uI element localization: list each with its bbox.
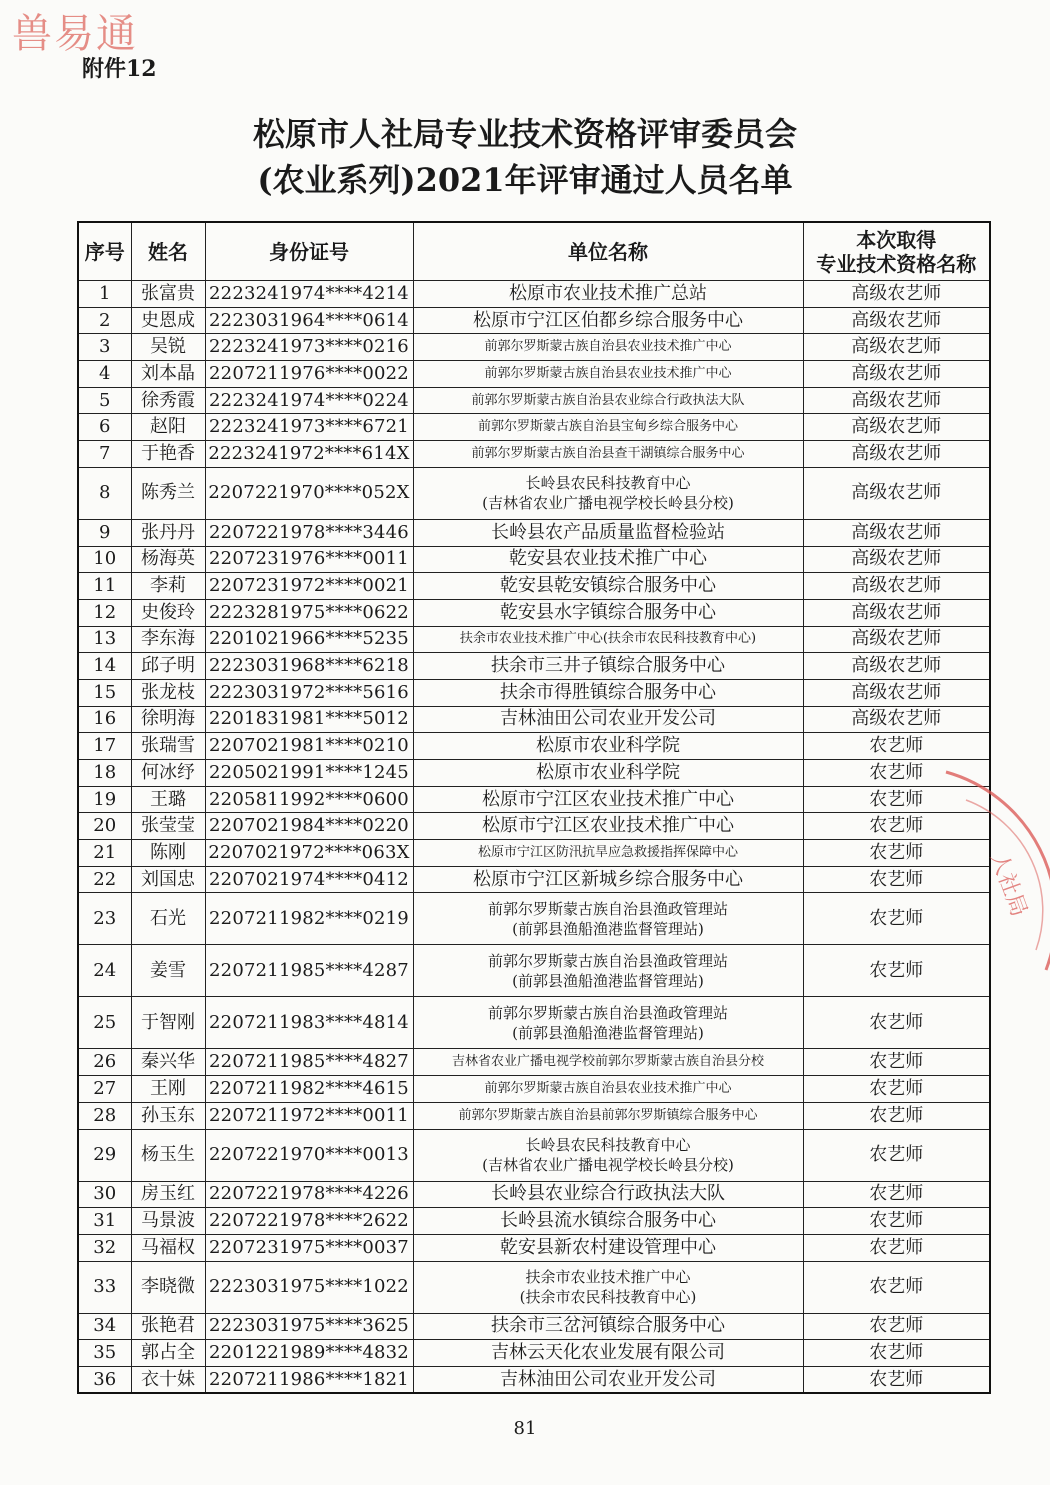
table-row [78,893,990,945]
cell-unit-line: 前郭尔罗斯蒙古族自治县渔政管理站 [487,1003,728,1022]
cell-no: 18 [78,760,131,787]
cell-no: 27 [78,1076,131,1103]
table-row [78,1313,990,1340]
header-no: 序号 [78,222,131,281]
cell-id: 2207221970****0013 [205,1129,413,1181]
cell-name: 衣十妹 [131,1366,205,1393]
cell-unit [413,467,803,519]
cell-unit: 松原市宁江区农业技术推广中心 [413,813,803,840]
cell-name: 张龙枝 [131,679,205,706]
cell-qualification: 农艺师 [803,786,990,813]
cell-id: 2207211986****1821 [205,1366,413,1393]
cell-id: 2207211983****4814 [205,997,413,1049]
cell-name: 史恩成 [131,307,205,334]
cell-qualification: 高级农艺师 [803,307,990,334]
cell-no: 5 [78,387,131,414]
table-row [78,1049,990,1076]
cell-name: 徐秀霞 [131,387,205,414]
cell-unit-line: (扶余市农民科技教育中心) [519,1288,697,1307]
cell-unit: 吉林油田公司农业开发公司 [413,1366,803,1393]
table-row [78,573,990,600]
table-row [78,733,990,760]
cell-unit: 长岭县流水镇综合服务中心 [413,1208,803,1235]
cell-no: 29 [78,1129,131,1181]
table-row [78,467,990,519]
cell-qualification: 农艺师 [803,866,990,893]
cell-no: 21 [78,840,131,867]
cell-name: 郭占全 [131,1340,205,1367]
table-row [78,1076,990,1103]
table-row [78,866,990,893]
cell-no: 17 [78,733,131,760]
cell-id: 2223241973****6721 [205,414,413,441]
cell-qualification: 农艺师 [803,840,990,867]
cell-unit: 乾安县乾安镇综合服务中心 [413,573,803,600]
cell-no: 19 [78,786,131,813]
cell-no: 30 [78,1181,131,1208]
table-row [78,840,990,867]
cell-name: 刘本晶 [131,361,205,388]
cell-no: 20 [78,813,131,840]
cell-name: 史俊玲 [131,599,205,626]
cell-name: 马福权 [131,1234,205,1261]
cell-unit: 松原市宁江区农业技术推广中心 [413,786,803,813]
cell-unit-line: 长岭县农民科技教育中心 [525,474,691,493]
cell-unit: 前郭尔罗斯蒙古族自治县农业技术推广中心 [413,361,803,388]
cell-id: 2207221978****3446 [205,519,413,546]
cell-qualification: 高级农艺师 [803,546,990,573]
cell-qualification: 高级农艺师 [803,679,990,706]
cell-unit [413,1261,803,1313]
cell-unit [413,997,803,1049]
cell-name: 房玉红 [131,1181,205,1208]
header-unit: 单位名称 [413,222,803,281]
cell-unit-line: (吉林省农业广播电视学校长岭县分校) [482,1156,734,1174]
cell-id: 2207211985****4827 [205,1049,413,1076]
cell-unit: 吉林省农业广播电视学校前郭尔罗斯蒙古族自治县分校 [413,1049,803,1076]
cell-qualification: 高级农艺师 [803,573,990,600]
table-row [78,441,990,468]
cell-no: 31 [78,1208,131,1235]
cell-unit-line: (前郭县渔船渔港监督管理站) [512,971,704,990]
cell-unit-line: 长岭县农民科技教育中心 [525,1136,691,1154]
table-row [78,1181,990,1208]
cell-id: 2207221970****052X [205,467,413,519]
cell-name: 杨玉生 [131,1129,205,1181]
cell-id: 2223241974****0224 [205,387,413,414]
cell-id: 2207231975****0037 [205,1234,413,1261]
cell-qualification: 农艺师 [803,1208,990,1235]
table-row [78,1261,990,1313]
cell-unit-line: 扶余市农业技术推广中心 [525,1268,691,1287]
cell-qualification: 高级农艺师 [803,334,990,361]
cell-qualification: 农艺师 [803,1076,990,1103]
cell-qualification: 高级农艺师 [803,653,990,680]
cell-unit: 吉林油田公司农业开发公司 [413,706,803,733]
cell-id: 2207211982****0219 [205,893,413,945]
table-row [78,1102,990,1129]
table-row [78,307,990,334]
cell-name: 孙玉东 [131,1102,205,1129]
cell-no: 23 [78,893,131,945]
cell-unit: 吉林云天化农业发展有限公司 [413,1340,803,1367]
cell-no: 15 [78,679,131,706]
cell-id: 2207221978****4226 [205,1181,413,1208]
cell-name: 秦兴华 [131,1049,205,1076]
cell-unit: 扶余市得胜镇综合服务中心 [413,679,803,706]
cell-no: 4 [78,361,131,388]
cell-qualification: 农艺师 [803,1313,990,1340]
cell-qualification: 高级农艺师 [803,467,990,519]
cell-unit: 乾安县农业技术推广中心 [413,546,803,573]
cell-no: 36 [78,1366,131,1393]
cell-qualification: 农艺师 [803,1366,990,1393]
cell-id: 2201021966****5235 [205,626,413,653]
cell-name: 徐明海 [131,706,205,733]
table-row [78,813,990,840]
cell-unit: 扶余市三井子镇综合服务中心 [413,653,803,680]
cell-no: 7 [78,441,131,468]
cell-unit: 扶余市三岔河镇综合服务中心 [413,1313,803,1340]
cell-no: 11 [78,573,131,600]
cell-qualification: 高级农艺师 [803,519,990,546]
cell-qualification: 农艺师 [803,813,990,840]
table-row [78,706,990,733]
cell-id: 2223031968****6218 [205,653,413,680]
cell-name: 邱子明 [131,653,205,680]
cell-no: 25 [78,997,131,1049]
table-row [78,361,990,388]
cell-unit: 前郭尔罗斯蒙古族自治县农业综合行政执法大队 [413,387,803,414]
cell-id: 2223031975****1022 [205,1261,413,1313]
cell-name: 姜雪 [131,945,205,997]
cell-name: 吴锐 [131,334,205,361]
cell-unit: 扶余市农业技术推广中心(扶余市农民科技教育中心) [413,626,803,653]
cell-no: 34 [78,1313,131,1340]
cell-qualification: 高级农艺师 [803,626,990,653]
seal-text: 人社局 [985,849,1032,920]
cell-qualification: 农艺师 [803,1049,990,1076]
cell-name: 李晓微 [131,1261,205,1313]
cell-qualification: 高级农艺师 [803,387,990,414]
cell-id: 2207221978****2622 [205,1208,413,1235]
cell-qualification: 高级农艺师 [803,414,990,441]
cell-unit: 松原市宁江区新城乡综合服务中心 [413,866,803,893]
cell-id: 2207211985****4287 [205,945,413,997]
cell-unit: 前郭尔罗斯蒙古族自治县查干湖镇综合服务中心 [413,441,803,468]
cell-qualification: 农艺师 [803,997,990,1049]
cell-qualification: 农艺师 [803,893,990,945]
cell-no: 13 [78,626,131,653]
cell-qualification: 农艺师 [803,1102,990,1129]
cell-unit: 松原市农业技术推广总站 [413,281,803,308]
cell-qualification: 高级农艺师 [803,706,990,733]
cell-qualification: 高级农艺师 [803,599,990,626]
cell-name: 赵阳 [131,414,205,441]
table-row [78,519,990,546]
cell-id: 2205021991****1245 [205,760,413,787]
cell-no: 26 [78,1049,131,1076]
table-row [78,546,990,573]
cell-no: 32 [78,1234,131,1261]
watermark-logo: 兽易通 [12,11,138,57]
cell-id: 2223281975****0622 [205,599,413,626]
table-row [78,786,990,813]
roster-body [78,281,990,1394]
table-row [78,1234,990,1261]
cell-unit: 前郭尔罗斯蒙古族自治县前郭尔罗斯镇综合服务中心 [413,1102,803,1129]
cell-unit: 长岭县农产品质量监督检验站 [413,519,803,546]
document-title-line1: 松原市人社局专业技术资格评审委员会 [252,115,797,153]
cell-unit: 松原市农业科学院 [413,760,803,787]
cell-qualification: 高级农艺师 [803,361,990,388]
cell-no: 10 [78,546,131,573]
cell-name: 马景波 [131,1208,205,1235]
table-row [78,1366,990,1393]
cell-id: 2207231972****0021 [205,573,413,600]
cell-no: 24 [78,945,131,997]
cell-unit: 松原市宁江区伯都乡综合服务中心 [413,307,803,334]
cell-id: 2223031964****0614 [205,307,413,334]
table-row [78,679,990,706]
roster-table [77,221,991,1394]
table-row [78,945,990,997]
cell-name: 何冰纾 [131,760,205,787]
cell-no: 35 [78,1340,131,1367]
cell-id: 2205811992****0600 [205,786,413,813]
cell-qualification: 农艺师 [803,760,990,787]
cell-id: 2223241972****614X [205,441,413,468]
page-number: 81 [513,1418,537,1439]
cell-qualification: 农艺师 [803,1181,990,1208]
table-row [78,1129,990,1181]
cell-id: 2201831981****5012 [205,706,413,733]
cell-no: 14 [78,653,131,680]
table-row [78,334,990,361]
document-title-line2: (农业系列)2021年评审通过人员名单 [257,161,793,199]
cell-name: 李莉 [131,573,205,600]
header-qualification-line2: 专业技术资格名称 [816,251,977,276]
cell-name: 张富贵 [131,281,205,308]
table-row [78,1340,990,1367]
cell-name: 陈刚 [131,840,205,867]
cell-unit-line: (前郭县渔船渔港监督管理站) [512,919,704,938]
cell-qualification: 高级农艺师 [803,441,990,468]
cell-no: 12 [78,599,131,626]
table-row [78,760,990,787]
cell-unit-line: (前郭县渔船渔港监督管理站) [512,1023,704,1042]
table-row [78,626,990,653]
cell-name: 李东海 [131,626,205,653]
cell-unit: 前郭尔罗斯蒙古族自治县农业技术推广中心 [413,334,803,361]
cell-id: 2207211972****0011 [205,1102,413,1129]
cell-name: 于艳香 [131,441,205,468]
cell-name: 陈秀兰 [131,467,205,519]
cell-id: 2223031975****3625 [205,1313,413,1340]
table-header-row [78,222,990,281]
cell-name: 张瑞雪 [131,733,205,760]
header-qualification-line1: 本次取得 [856,227,937,252]
cell-no: 6 [78,414,131,441]
table-row [78,653,990,680]
cell-unit [413,893,803,945]
cell-qualification: 农艺师 [803,1234,990,1261]
cell-name: 张艳君 [131,1313,205,1340]
table-row [78,1208,990,1235]
cell-no: 22 [78,866,131,893]
cell-name: 刘国忠 [131,866,205,893]
cell-no: 2 [78,307,131,334]
cell-id: 2223031972****5616 [205,679,413,706]
cell-unit: 松原市宁江区防汛抗旱应急救援指挥保障中心 [413,840,803,867]
cell-no: 1 [78,281,131,308]
cell-unit-line: (吉林省农业广播电视学校长岭县分校) [482,494,734,513]
header-id: 身份证号 [205,222,413,281]
cell-unit: 乾安县水字镇综合服务中心 [413,599,803,626]
table-row [78,414,990,441]
cell-qualification: 高级农艺师 [803,281,990,308]
cell-name: 石光 [131,893,205,945]
cell-unit [413,1129,803,1181]
cell-name: 王刚 [131,1076,205,1103]
cell-unit: 前郭尔罗斯蒙古族自治县宝甸乡综合服务中心 [413,414,803,441]
cell-unit: 乾安县新农村建设管理中心 [413,1234,803,1261]
cell-no: 16 [78,706,131,733]
cell-id: 2207021972****063X [205,840,413,867]
cell-no: 3 [78,334,131,361]
header-qualification [803,222,990,281]
cell-qualification: 农艺师 [803,733,990,760]
cell-name: 张丹丹 [131,519,205,546]
cell-unit: 松原市农业科学院 [413,733,803,760]
cell-no: 9 [78,519,131,546]
cell-name: 于智刚 [131,997,205,1049]
cell-qualification: 农艺师 [803,1129,990,1181]
cell-id: 2207211982****4615 [205,1076,413,1103]
table-row [78,599,990,626]
cell-name: 杨海英 [131,546,205,573]
cell-id: 2223241973****0216 [205,334,413,361]
cell-unit-line: 前郭尔罗斯蒙古族自治县渔政管理站 [487,899,728,918]
cell-no: 33 [78,1261,131,1313]
cell-id: 2207021974****0412 [205,866,413,893]
header-name: 姓名 [131,222,205,281]
cell-name: 张莹莹 [131,813,205,840]
cell-qualification: 农艺师 [803,945,990,997]
cell-id: 2207021981****0210 [205,733,413,760]
cell-unit-line: 前郭尔罗斯蒙古族自治县渔政管理站 [487,951,728,970]
cell-id: 2201221989****4832 [205,1340,413,1367]
cell-unit: 长岭县农业综合行政执法大队 [413,1181,803,1208]
cell-id: 2223241974****4214 [205,281,413,308]
cell-name: 王璐 [131,786,205,813]
cell-qualification: 农艺师 [803,1261,990,1313]
cell-no: 28 [78,1102,131,1129]
cell-no: 8 [78,467,131,519]
cell-id: 2207231976****0011 [205,546,413,573]
attachment-label: 附件12 [82,56,157,82]
cell-id: 2207211976****0022 [205,361,413,388]
cell-unit: 前郭尔罗斯蒙古族自治县农业技术推广中心 [413,1076,803,1103]
table-row [78,387,990,414]
table-row [78,281,990,308]
cell-qualification: 农艺师 [803,1340,990,1367]
cell-unit [413,945,803,997]
table-row [78,997,990,1049]
cell-id: 2207021984****0220 [205,813,413,840]
